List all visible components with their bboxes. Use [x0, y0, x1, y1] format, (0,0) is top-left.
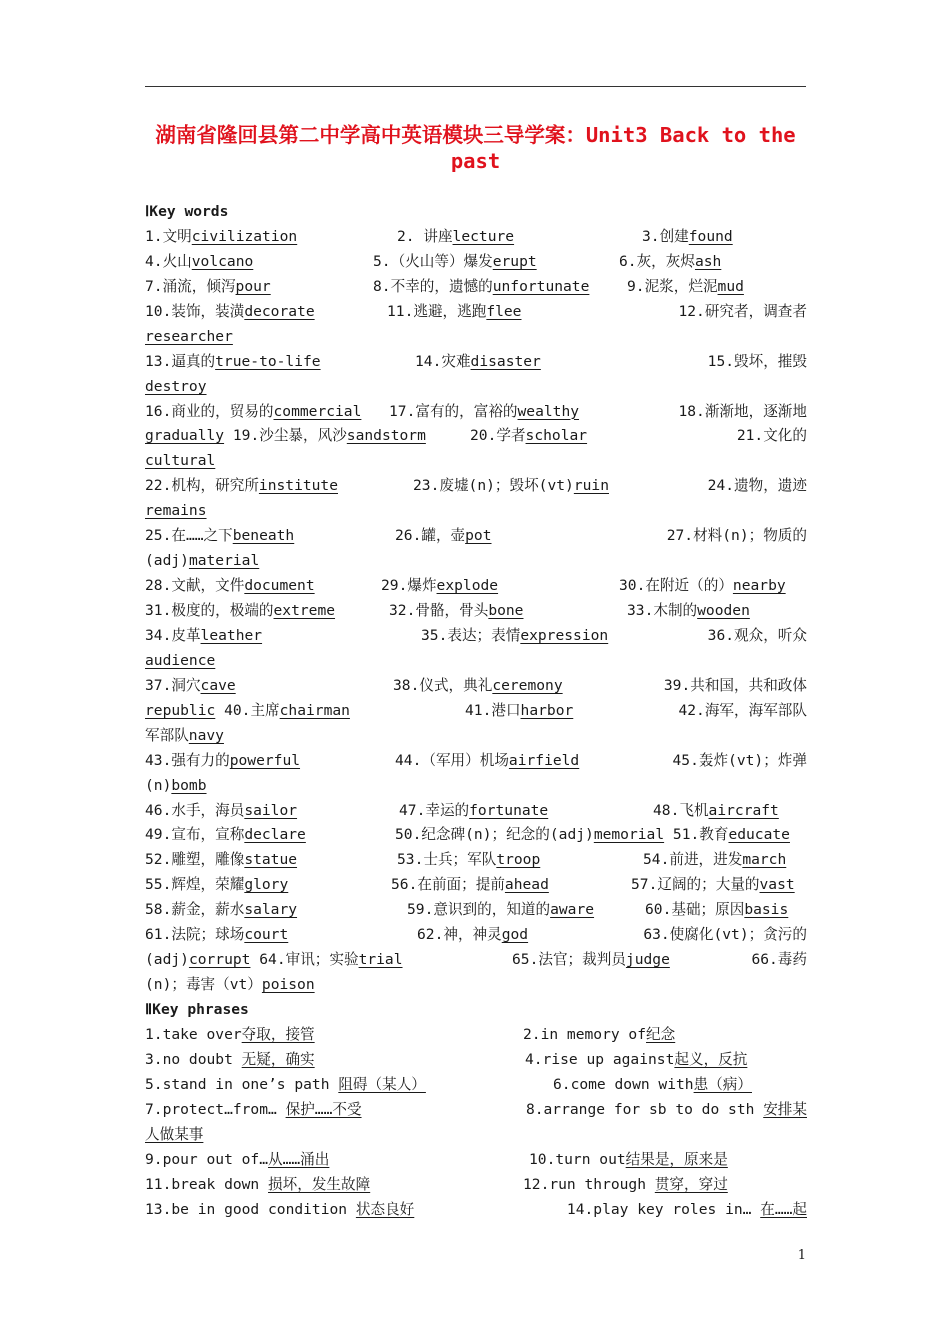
vocab-item: 52.雕塑，雕像statue: [145, 851, 298, 869]
vocab-item: gradually 19.沙尘暴，风沙sandstorm: [145, 427, 426, 445]
phrase-item: 11.break down 损坏，发生故障: [145, 1175, 371, 1193]
vocab-item: 34.皮革leather: [145, 626, 263, 644]
vocab-item: 53.士兵；军队troop: [397, 851, 541, 869]
vocab-item: 13.逼真的true-to-life: [145, 352, 321, 370]
phrase-item: 13.be in good condition 状态良好: [145, 1200, 415, 1218]
page-title: 湖南省隆回县第二中学高中英语模块三导学案：Unit3 Back to the past: [155, 123, 796, 173]
vocab-item: 11.逃避，逃跑flee: [387, 302, 522, 320]
vocab-item: 2. 讲座lecture: [397, 227, 515, 245]
vocab-item: 23.废墟(n)；毁坏(vt)ruin: [413, 477, 609, 495]
section-heading-key-phrases: ⅡKey phrases: [145, 1001, 249, 1018]
worksheet-body: [145, 200, 807, 1222]
vocab-item: 10.装饰，装潢decorate: [145, 302, 315, 320]
vocab-item: 36.观众，听众: [707, 626, 807, 644]
vocab-item: 30.在附近（的）nearby: [619, 577, 786, 595]
phrase-item: 3.no doubt 无疑，确实: [145, 1050, 315, 1068]
phrase-item: 7.protect…from… 保护……不受: [145, 1100, 362, 1118]
vocab-row: [145, 524, 807, 549]
phrase-row: [145, 1098, 807, 1123]
vocab-item: republic 40.主席chairman: [145, 701, 350, 719]
vocab-item: 31.极度的，极端的extreme: [145, 602, 336, 619]
phrase-row: [145, 1148, 807, 1173]
phrase-item: 12.run through 贯穿，穿过: [523, 1175, 728, 1193]
vocab-answer: destroy: [145, 377, 207, 395]
vocab-item: 42.海军，海军部队: [678, 701, 807, 719]
vocab-item: 18.渐渐地，逐渐地: [678, 402, 807, 420]
vocab-item: 12.研究者，调查者: [678, 302, 807, 320]
vocab-row: [145, 699, 807, 724]
vocab-item: 17.富有的，富裕的wealthy: [389, 402, 580, 420]
phrase-row: [145, 1173, 807, 1198]
phrase-item: 1.take over夺取，接管: [145, 1025, 315, 1043]
vocab-answer: researcher: [145, 327, 233, 345]
phrase-item: 6.come down with患（病）: [553, 1075, 752, 1093]
vocab-item: 44.（军用）机场airfield: [395, 751, 580, 769]
vocab-row: [145, 250, 807, 275]
vocab-row: [145, 674, 807, 699]
vocab-item: 54.前进，进发march: [643, 851, 787, 869]
vocab-answer: (n)bomb: [145, 776, 207, 794]
vocab-item: 15.毁坏，摧毁: [707, 352, 807, 370]
phrase-row: [145, 1123, 807, 1148]
vocab-item: 58.薪金，薪水salary: [145, 901, 298, 919]
vocab-item: 66.毒药: [751, 951, 807, 969]
vocab-row: [145, 499, 807, 524]
vocab-item: 50.纪念碑(n)；纪念的(adj)memorial 51.教育educate: [395, 826, 790, 844]
vocab-answer: (n)；毒害（vt）poison: [145, 976, 315, 994]
phrase-row: [145, 1198, 807, 1223]
vocab-item: 1.文明civilization: [145, 227, 298, 245]
vocab-item: 4.火山volcano: [145, 252, 254, 270]
vocab-item: 28.文献，文件document: [145, 577, 315, 595]
vocab-item: 33.木制的wooden: [627, 602, 750, 619]
phrase-item: 14.play key roles in… 在……起: [566, 1200, 807, 1218]
vocab-item: 35.表达；表情expression: [421, 626, 609, 644]
vocab-item: 62.神，神灵god: [417, 926, 529, 944]
vocab-row: [145, 599, 807, 624]
phrase-item: 2.in memory of纪念: [523, 1025, 676, 1043]
phrase-item: 8.arrange for sb to do sth 安排某: [525, 1100, 807, 1118]
vocab-row: [145, 549, 807, 574]
phrase-row: [145, 1023, 807, 1048]
phrase-row: [145, 1048, 807, 1073]
vocab-item: 61.法院；球场court: [145, 926, 289, 944]
vocab-answer: cultural: [145, 452, 216, 470]
vocab-answer: 军部队navy: [145, 726, 224, 744]
vocab-row: [145, 424, 807, 449]
vocab-item: 5.（火山等）爆发erupt: [373, 252, 537, 270]
vocab-row: [145, 275, 807, 300]
vocab-row: [145, 350, 807, 375]
vocab-item: 47.幸运的fortunate: [399, 801, 549, 819]
vocab-row: [145, 400, 807, 425]
vocab-item: 25.在……之下beneath: [145, 527, 295, 545]
vocab-row: [145, 624, 807, 649]
phrase-answer: 人做某事: [145, 1125, 204, 1143]
header-rule: [145, 86, 806, 87]
vocab-item: 14.灾难disaster: [415, 352, 541, 370]
vocab-item: 65.法官；裁判员judge: [512, 951, 670, 969]
vocab-row: [145, 724, 807, 749]
phrase-item: 4.rise up against起义，反抗: [525, 1050, 748, 1068]
phrase-item: 5.stand in one’s path 阻碍（某人）: [145, 1075, 426, 1093]
section-heading-key-words: ⅠKey words: [145, 203, 229, 220]
vocab-item: 43.强有力的powerful: [145, 751, 301, 769]
vocab-item: 7.涌流，倾泻pour: [145, 277, 271, 295]
vocab-row: [145, 449, 807, 474]
vocab-item: 46.水手，海员sailor: [145, 801, 298, 819]
phrase-item: 10.turn out结果是，原来是: [529, 1150, 728, 1168]
vocab-row: [145, 474, 807, 499]
vocab-item: 26.罐，壶pot: [395, 527, 492, 545]
vocab-item: 55.辉煌，荣耀glory: [145, 876, 289, 894]
vocab-row: [145, 225, 807, 250]
vocab-item: 8.不幸的，遗憾的unfortunate: [373, 277, 590, 295]
vocab-row: [145, 948, 807, 973]
vocab-item: 16.商业的，贸易的commercial: [145, 402, 362, 420]
vocab-row: [145, 898, 807, 923]
vocab-row: [145, 325, 807, 350]
vocab-item: 59.意识到的，知道的aware: [407, 901, 595, 919]
vocab-row: [145, 649, 807, 674]
phrase-row: [145, 1073, 807, 1098]
vocab-item: 49.宣布，宣称declare: [145, 826, 306, 844]
vocab-row: [145, 973, 807, 998]
vocab-item: 29.爆炸explode: [381, 577, 499, 595]
vocab-item: 32.骨骼，骨头bone: [389, 602, 524, 619]
vocab-item: 24.遗物，遗迹: [707, 477, 807, 495]
vocab-item: 48.飞机aircraft: [653, 801, 779, 819]
vocab-item: 27.材料(n)；物质的: [666, 527, 807, 545]
vocab-row: [145, 749, 807, 774]
vocab-row: [145, 799, 807, 824]
vocab-item: 20.学者scholar: [470, 427, 588, 445]
vocab-row: [145, 848, 807, 873]
vocab-item: 60.基础；原因basis: [645, 901, 789, 919]
vocab-item: (adj)corrupt 64.审讯；实验trial: [145, 951, 403, 969]
vocab-item: 21.文化的: [736, 427, 807, 445]
vocab-row: [145, 873, 807, 898]
vocab-row: [145, 375, 807, 400]
page-number: 1: [797, 1248, 806, 1263]
vocab-item: 56.在前面；提前ahead: [391, 876, 549, 894]
vocab-row: [145, 300, 807, 325]
vocab-item: 6.灰，灰烬ash: [619, 252, 722, 270]
vocab-row: [145, 574, 807, 599]
vocab-answer: audience: [145, 651, 216, 669]
phrase-item: 9.pour out of…从……涌出: [145, 1150, 330, 1168]
vocab-item: 38.仪式，典礼ceremony: [393, 676, 563, 694]
vocab-item: 45.轰炸(vt)；炸弹: [672, 751, 807, 769]
vocab-item: 39.共和国，共和政体: [663, 676, 807, 694]
vocab-item: 22.机构，研究所institute: [145, 477, 338, 495]
vocab-answer: remains: [145, 502, 207, 520]
vocab-row: [145, 774, 807, 799]
vocab-item: 57.辽阔的；大量的vast: [631, 876, 795, 894]
vocab-item: 37.洞穴cave: [145, 676, 236, 694]
vocab-answer: (adj)material: [145, 552, 260, 570]
vocab-item: 41.港口harbor: [465, 701, 574, 719]
vocab-row: [145, 823, 807, 848]
vocab-row: [145, 923, 807, 948]
vocab-item: 63.使腐化(vt)；贪污的: [643, 926, 807, 944]
vocab-item: 9.泥浆，烂泥mud: [627, 277, 744, 295]
vocab-item: 3.创建found: [642, 227, 733, 245]
